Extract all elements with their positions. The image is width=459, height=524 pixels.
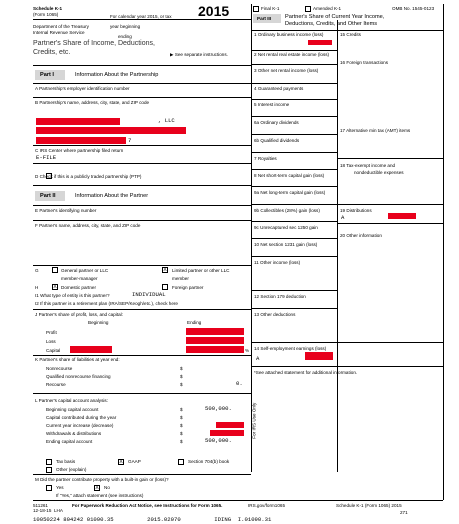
no-label: No — [104, 485, 110, 490]
year-beginning-text: year beginning — [110, 24, 141, 29]
general-partner-checkbox[interactable] — [52, 267, 58, 273]
part2-label: Part II — [40, 193, 56, 199]
beg-capital-value: 500,000. — [205, 405, 232, 412]
line-5-label: 5 Interest income — [254, 102, 290, 107]
qualified-dollar: $ — [180, 374, 183, 379]
line-13-label: 13 Other deductions — [254, 312, 296, 317]
ending-header: Ending — [187, 320, 202, 325]
loss-label: Loss — [46, 339, 56, 344]
part2-title: Information About the Partner — [75, 193, 149, 199]
line-9c-label: 9c Unrecaptured sec 1250 gain — [254, 225, 318, 230]
part2-f-label: F Partner's name, address, city, state, and ZIP code — [35, 223, 141, 228]
line-20-label: 20 Other information — [340, 233, 382, 238]
page-number: 271 — [400, 510, 408, 515]
line-14-value: A — [256, 355, 260, 362]
line-12-label: 12 Section 179 deduction — [254, 294, 306, 299]
line-8-label: 8 Net short-term capital gain (loss) — [254, 173, 325, 178]
withdrawals-label: Withdrawals & distributions — [46, 431, 102, 436]
line-15-label: 15 Credits — [340, 32, 361, 37]
footer-web: IRS.gov/form1065 — [248, 503, 286, 508]
line-19-value: A — [341, 214, 345, 221]
general-partner-label: General partner or LLC — [61, 268, 109, 273]
yes-checkbox[interactable] — [46, 485, 52, 491]
beginning-header: Beginning — [88, 320, 109, 325]
other-checkbox[interactable] — [46, 467, 52, 473]
schedule-label: Schedule K-1 — [33, 6, 63, 11]
m-label: M Did the partner contribute property with a built-in gain or (loss)? — [35, 477, 169, 482]
profit-label: Profit — [46, 330, 57, 335]
part1-a-label: A Partnership's employer identification number — [35, 86, 130, 91]
line-11-label: 11 Other income (loss) — [254, 260, 301, 265]
line-6b-label: 6b Qualified dividends — [254, 138, 300, 143]
limited-partner-checkbox[interactable]: X — [163, 267, 167, 273]
form-title-line2: Credits, etc. — [33, 49, 71, 56]
sec704-checkbox[interactable] — [178, 459, 184, 465]
domestic-partner-label: Domestic partner — [61, 285, 96, 290]
capital-label: Capital — [46, 348, 61, 353]
omb-number: OMB No. 1545-0123 — [392, 6, 435, 11]
line-3-label: 3 Other net rental income (loss) — [254, 68, 319, 73]
gaap-checkbox[interactable]: X — [119, 459, 123, 465]
domestic-partner-checkbox[interactable]: X — [53, 284, 57, 290]
i1-label: I1 What type of entity is this partner? — [35, 293, 110, 298]
form-number: (Form 1065) — [33, 12, 59, 17]
end-capital-label: Ending capital account — [46, 439, 93, 444]
amended-k1-checkbox[interactable] — [305, 6, 311, 12]
line-19-label: 19 Distributions — [340, 208, 372, 213]
h-letter: H — [35, 285, 39, 290]
footer-pra: For Paperwork Reduction Act Notice, see Instructions for Form 1065. — [72, 503, 223, 508]
no-checkbox[interactable]: X — [95, 485, 99, 491]
nonrecourse-label: Nonrecourse — [46, 366, 73, 371]
part1-c-label: C IRS Center where partnership filed return — [35, 148, 124, 153]
part1-title: Information About the Partnership — [75, 72, 159, 78]
attached-statement: *See attached statement for additional information. — [254, 370, 358, 375]
line-18-label: 18 Tax-exempt income and — [340, 163, 396, 168]
form-title-line1: Partner's Share of Income, Deductions, — [33, 40, 155, 47]
irs-center-value: E-FILE — [36, 154, 57, 161]
part3-label: Part III — [257, 16, 272, 21]
part1-d-label: D Check if this is a publicly traded partnership (PTP) — [35, 174, 142, 179]
ending-text: ending — [118, 34, 132, 39]
line-1-label: 1 Ordinary business income (loss) — [254, 32, 324, 37]
capital-pct: % — [245, 348, 250, 353]
line-7-label: 7 Royalties — [254, 156, 277, 161]
m-note: If "Yes," attach statement (see instructions) — [56, 493, 144, 498]
line-14-label: 14 Self-employment earnings (loss) — [254, 346, 327, 351]
current-increase-label: Current year increase (decrease) — [46, 423, 114, 428]
j-label: J Partner's share of profit, loss, and capital: — [35, 312, 123, 317]
limited-partner-label-b: member — [172, 276, 189, 281]
tax-year: 2015 — [198, 3, 230, 19]
amended-k1-label: Amended K-1 — [313, 6, 342, 11]
final-k1-checkbox[interactable] — [253, 6, 259, 12]
yes-label: Yes — [56, 485, 64, 490]
cal-year-text: For calendar year 2015, or tax — [110, 14, 172, 19]
dept-treasury: Department of the Treasury — [33, 24, 89, 29]
k-label: K Partner's share of liabilities at year end: — [35, 357, 120, 362]
sec704-label: Section 704(b) book — [188, 459, 230, 464]
footer-barcode-text: 10050224 804242 01090.35 2015.02070 IDING I.01090.31 — [33, 516, 272, 523]
line-2-label: 2 Net rental real estate income (loss) — [254, 52, 330, 57]
footer-code: 511261 12-18-15 LHA — [33, 503, 63, 514]
part1-label: Part I — [40, 72, 54, 78]
beg-capital-label: Beginning capital account — [46, 407, 99, 412]
current-increase-dollar: $ — [180, 423, 183, 428]
line-4-label: 4 Guaranteed payments — [254, 86, 304, 91]
see-instructions: ▶ See separate instructions. — [170, 52, 228, 57]
i2-label: I2 If this partner is a retirement plan (IRA/SEP/Keogh/etc.), check here — [35, 301, 178, 306]
irs-label: Internal Revenue Service — [33, 30, 85, 35]
limited-partner-label: Limited partner or other LLC — [172, 268, 230, 273]
end-capital-dollar: $ — [180, 439, 183, 444]
partnership-zip: 7 — [128, 137, 132, 144]
contributed-dollar: $ — [180, 415, 183, 420]
l-label: L Partner's capital account analysis: — [35, 398, 108, 403]
other-label: Other (explain) — [56, 467, 87, 472]
contributed-label: Capital contributed during the year — [46, 415, 117, 420]
gaap-label: GAAP — [128, 459, 141, 464]
foreign-partner-label: Foreign partner — [172, 285, 204, 290]
line-6a-label: 6a Ordinary dividends — [254, 120, 299, 125]
entity-type-value: INDIVIDUAL — [132, 291, 166, 298]
end-capital-value: 500,000. — [205, 437, 232, 444]
part3-title-line1: Partner's Share of Current Year Income, — [285, 14, 385, 20]
line-18-label-b: nondeductible expenses — [354, 170, 404, 175]
part2-e-label: E Partner's identifying number — [35, 208, 97, 213]
withdrawals-dollar: $ — [180, 431, 183, 436]
final-k1-label: Final K-1 — [261, 6, 280, 11]
tax-basis-checkbox[interactable] — [46, 459, 52, 465]
beg-capital-dollar: $ — [180, 407, 183, 412]
line-17-label: 17 Alternative min tax (AMT) items — [340, 128, 411, 133]
part3-title-line2: Deductions, Credits, and Other Items — [285, 21, 378, 27]
recourse-dollar: $ — [180, 382, 183, 387]
foreign-partner-checkbox[interactable] — [162, 284, 168, 290]
general-partner-label-b: member-manager — [61, 276, 98, 281]
footer-right: Schedule K-1 (Form 1065) 2015 — [336, 503, 402, 508]
irs-use-only: For IRS Use Only — [251, 402, 257, 439]
part1-b-label: B Partnership's name, address, city, state, and ZIP code — [35, 100, 150, 105]
recourse-label: Recourse — [46, 382, 66, 387]
line-16-label: 16 Foreign transactions — [340, 60, 389, 65]
partnership-name-llc: , LLC — [158, 117, 175, 124]
line-10-label: 10 Net section 1231 gain (loss) — [254, 242, 318, 247]
recourse-value: 0. — [236, 380, 243, 387]
tax-basis-label: Tax basis — [56, 459, 76, 464]
line-9a-label: 9a Net long-term capital gain (loss) — [254, 190, 326, 195]
qualified-label: Qualified nonrecourse financing — [46, 374, 111, 379]
g-letter: G — [35, 268, 39, 273]
line-9b-label: 9b Collectibles (28%) gain (loss) — [254, 208, 320, 213]
nonrecourse-dollar: $ — [180, 366, 183, 371]
